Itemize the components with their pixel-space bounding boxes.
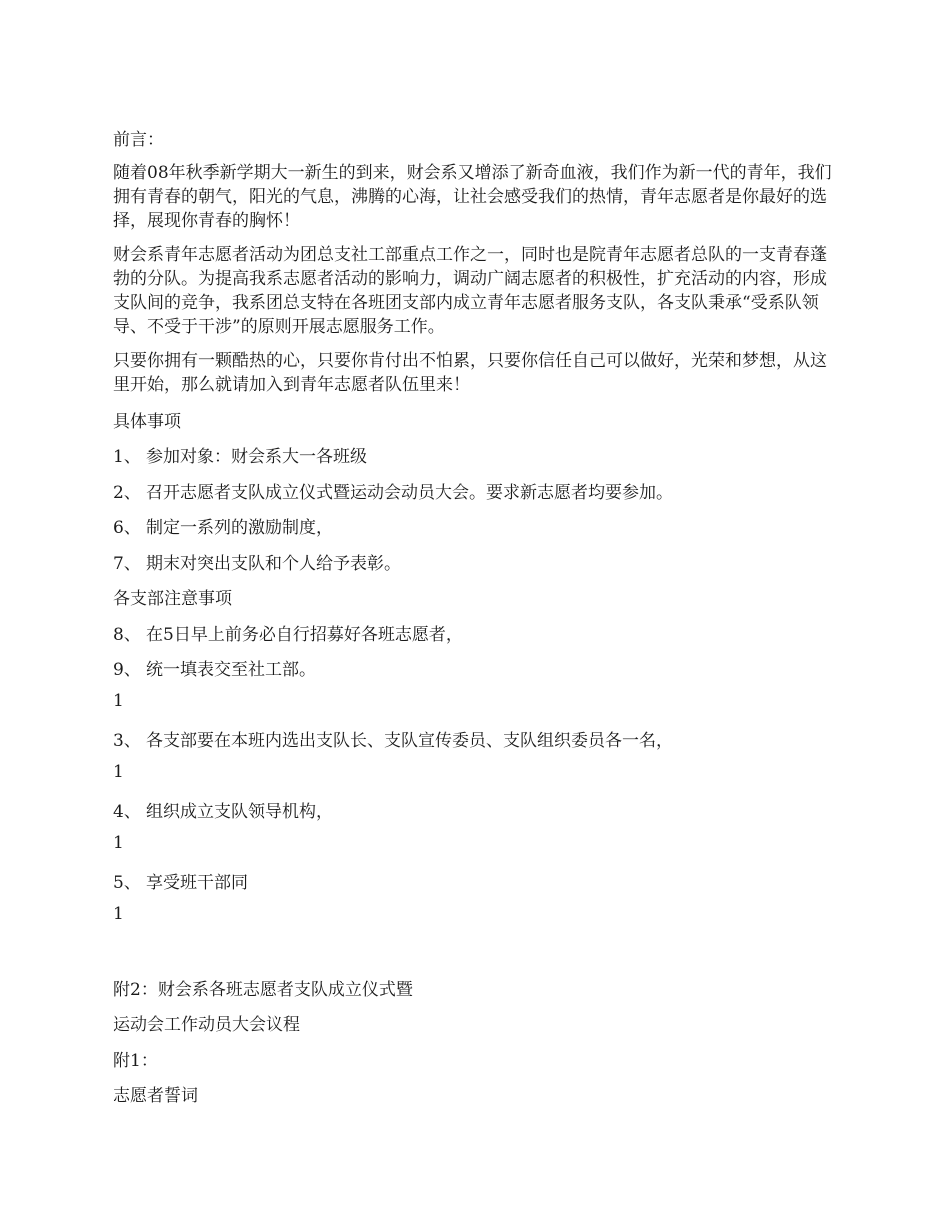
section-heading-details: 具体事项 xyxy=(113,411,181,432)
list-item-number: 6、 xyxy=(113,518,141,538)
list-item xyxy=(113,868,843,892)
list-item-text: 组织成立支队领导机构， xyxy=(146,802,333,822)
list-item-text: 召开志愿者支队成立仪式暨运动会动员大会。要求新志愿者均要参加。 xyxy=(146,482,673,503)
intro-paragraph-1: 随着08年秋季新学期大一新生的到来，财会系又增添了新奇血液，我们作为新一代的青年，我们拥有青春的朝气，阳光的气息，沸腾的心海，让社会感受我们的热情，青年志愿者是你最好的选择，展现你青春的胸怀！ xyxy=(113,162,832,231)
page-marker: 1 xyxy=(113,903,124,924)
list-item-number: 7、 xyxy=(113,553,141,574)
preface-heading: 前言： xyxy=(113,130,164,150)
list-item-number: 2、 xyxy=(113,482,141,503)
page-marker: 1 xyxy=(113,690,124,711)
list-item xyxy=(113,797,843,821)
list-item-number: 3、 xyxy=(113,731,141,751)
intro-paragraph-3: 只要你拥有一颗酷热的心，只要你肯付出不怕累，只要你信任自己可以做好，光荣和梦想，从这里开始，那么就请加入到青年志愿者队伍里来！ xyxy=(113,350,827,395)
list-item xyxy=(113,442,843,466)
list-item-number: 4、 xyxy=(113,802,141,822)
document-body xyxy=(113,125,843,1117)
list-item xyxy=(113,655,843,679)
list-item-text: 享受班干部同 xyxy=(146,873,248,893)
page-marker: 1 xyxy=(113,832,124,853)
list-item-text: 参加对象：财会系大一各班级 xyxy=(146,447,367,467)
appendix-2-title-line-1: 附2：财会系各班志愿者支队成立仪式暨 xyxy=(113,979,413,1000)
page-marker: 1 xyxy=(113,761,124,782)
list-item-text: 各支部要在本班内选出支队长、支队宣传委员、支队组织委员各一名， xyxy=(146,731,673,751)
list-item-number: 9、 xyxy=(113,660,141,680)
appendix-2-title-line-2: 运动会工作动员大会议程 xyxy=(113,1015,300,1035)
list-item xyxy=(113,726,843,750)
intro-paragraph-2: 财会系青年志愿者活动为团总支社工部重点工作之一，同时也是院青年志愿者总队的一支青春蓬勃的分队。为提高我系志愿者活动的影响力，调动广阔志愿者的积极性，扩充活动的内容，形成支队间的竞争，我系团总支特在各班团支部内成立青年志愿者服务支队，各支队秉承“受系队领导、不受于干涉”的原则开展志愿服务工作。 xyxy=(113,244,827,337)
list-item-number: 1、 xyxy=(113,447,141,467)
list-item-number: 5、 xyxy=(113,873,141,893)
list-item xyxy=(113,549,843,573)
list-item-text: 制定一系列的激励制度， xyxy=(146,518,333,538)
list-item xyxy=(113,478,843,502)
list-item-text: 在5日早上前务必自行招募好各班志愿者， xyxy=(146,624,463,645)
list-item-text: 期末对突出支队和个人给予表彰。 xyxy=(146,553,401,574)
list-item-text: 统一填表交至社工部。 xyxy=(146,660,316,680)
appendix-1-title: 志愿者誓词 xyxy=(113,1086,198,1106)
list-item xyxy=(113,513,843,537)
appendix-1-label: 附1： xyxy=(113,1050,158,1071)
list-item xyxy=(113,620,843,644)
section-heading-branch-notes: 各支部注意事项 xyxy=(113,589,232,609)
list-item-number: 8、 xyxy=(113,624,141,645)
